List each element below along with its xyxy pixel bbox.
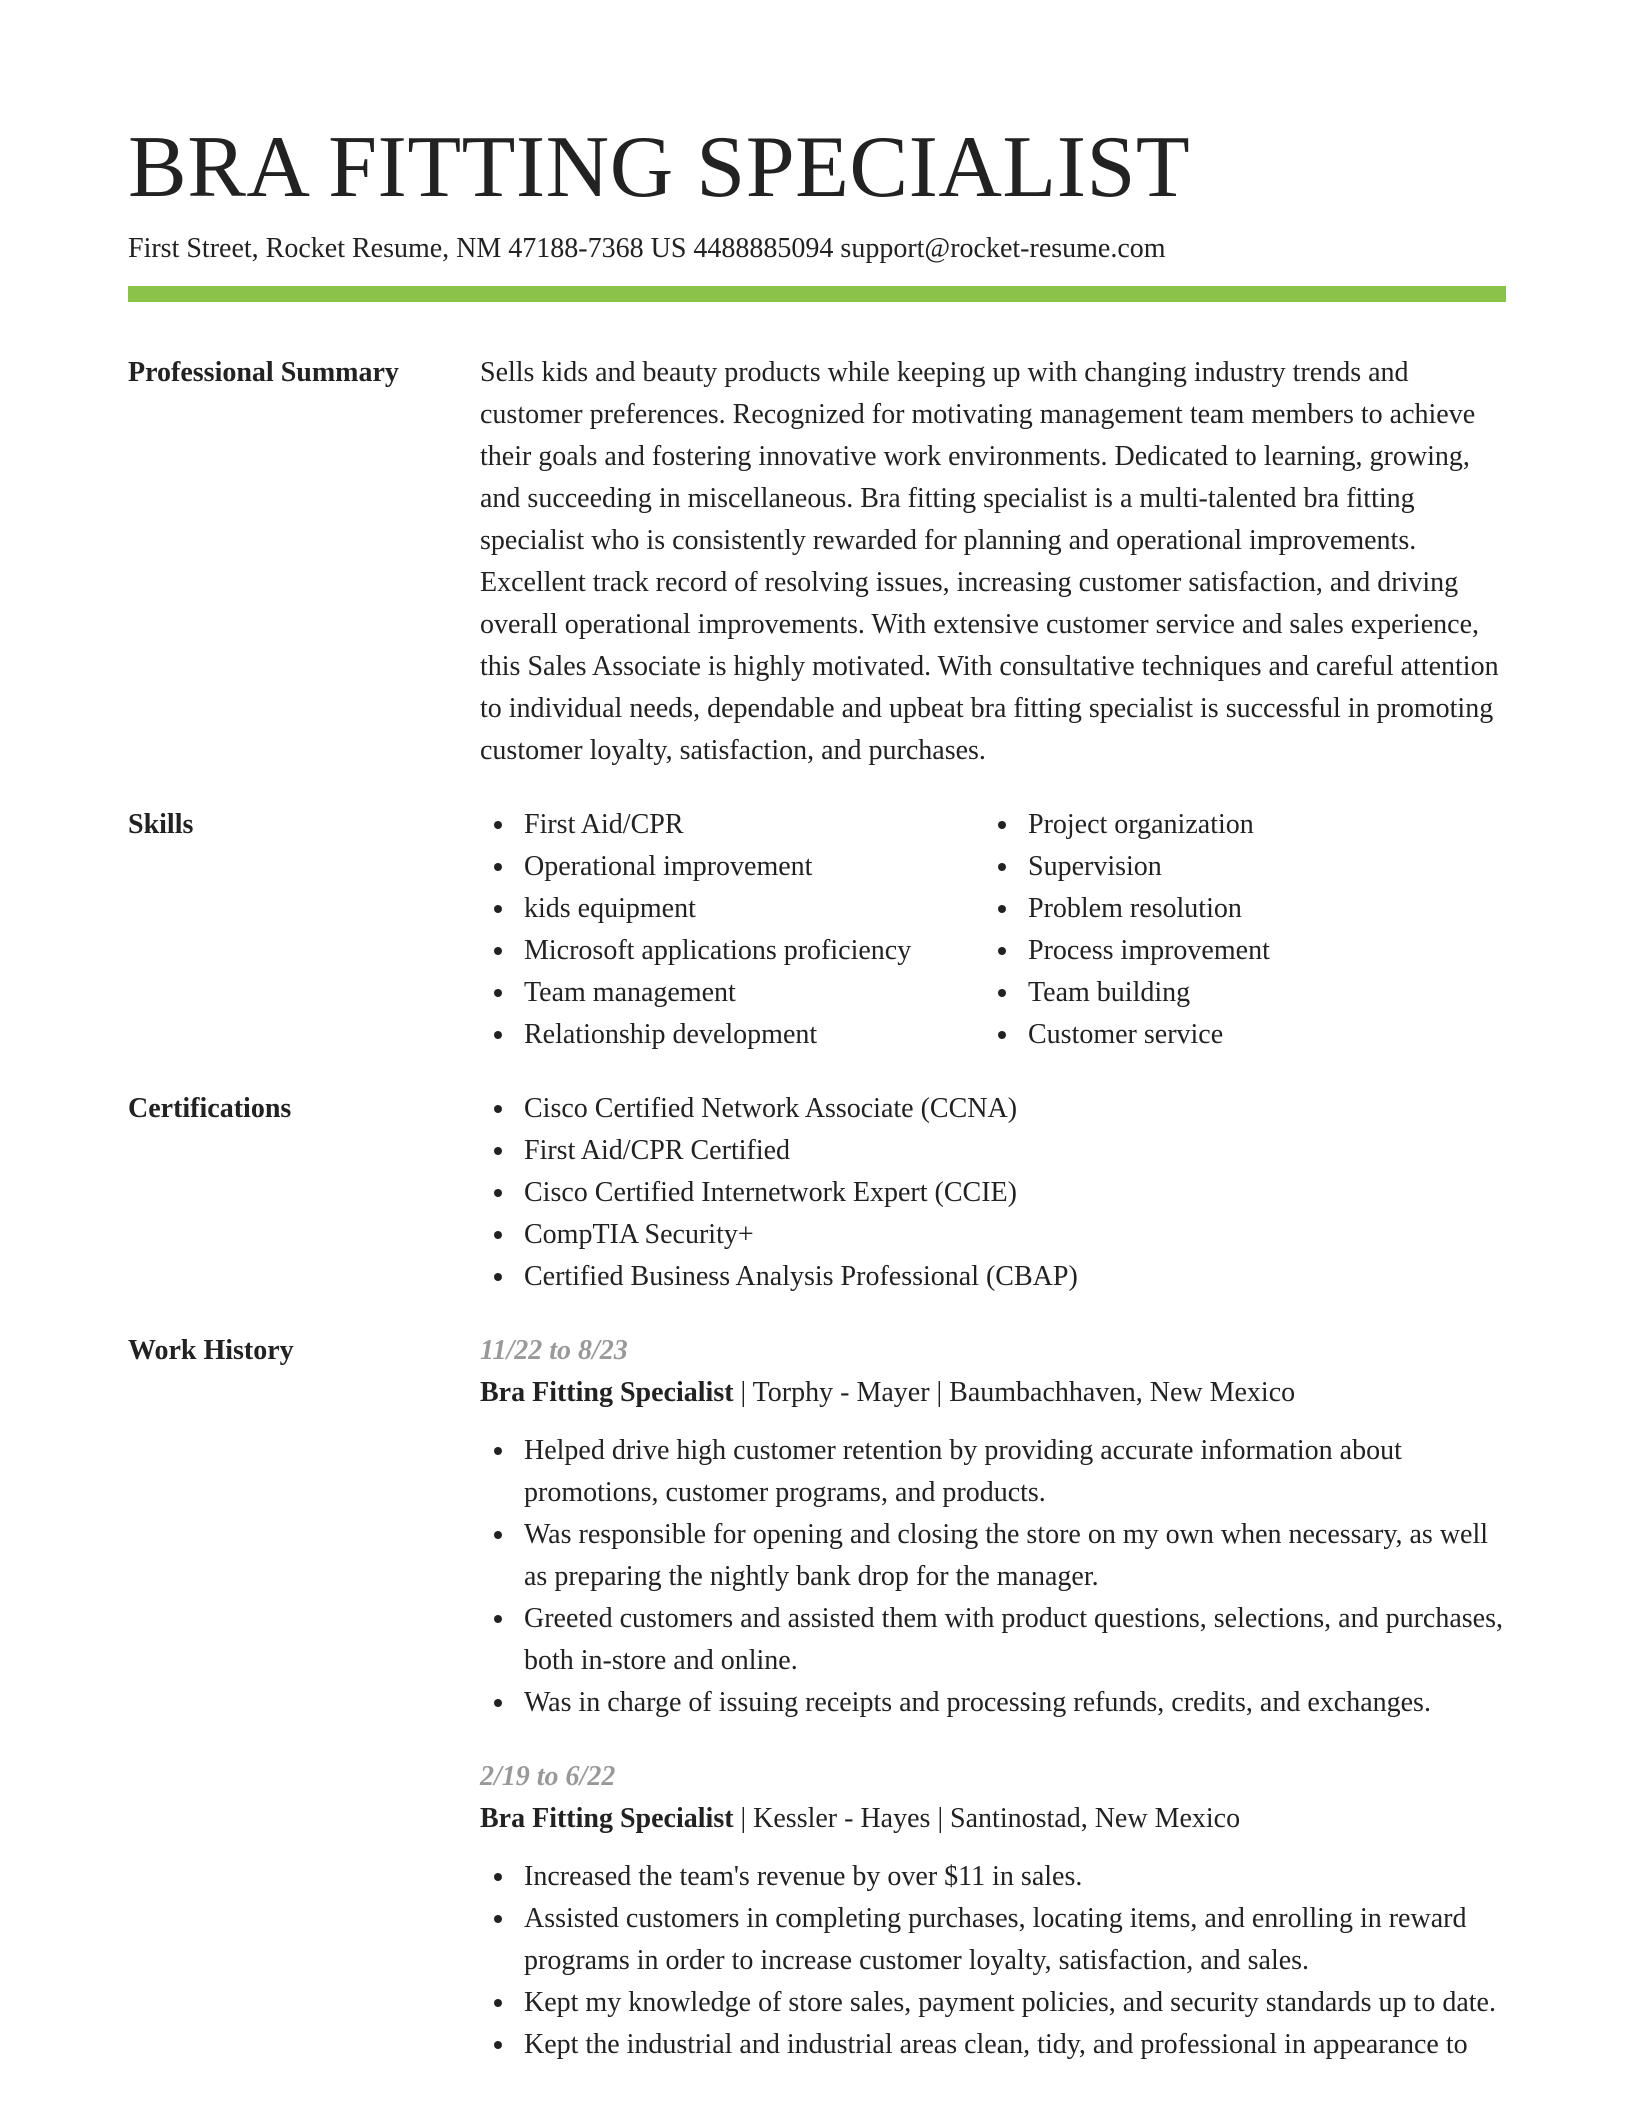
job-duty: Increased the team's revenue by over $11 in sales. (524, 1856, 1506, 1898)
certification-item: First Aid/CPR Certified (524, 1130, 1506, 1172)
certification-item: Cisco Certified Internetwork Expert (CCIE) (524, 1172, 1506, 1214)
skill-item: Project organization (1028, 804, 1270, 846)
job-company: Kessler - Hayes (753, 1803, 931, 1834)
job-duty: Assisted customers in completing purchases, locating items, and enrolling in reward programs in order to increase customer loyalty, satisfaction, and sales. (524, 1898, 1506, 1982)
job-location: Baumbachhaven, New Mexico (949, 1377, 1296, 1408)
job-duty: Was responsible for opening and closing the store on my own when necessary, as well as preparing the nightly bank drop for the manager. (524, 1514, 1506, 1598)
work-history-heading: Work History (128, 1335, 294, 1366)
job-entry (480, 1756, 1506, 2066)
job-dates: 11/22 to 8/23 (480, 1335, 628, 1366)
contact-phone: 4488885094 (693, 233, 834, 264)
skill-item: Process improvement (1028, 930, 1270, 972)
skill-item: Relationship development (524, 1014, 984, 1056)
contact-address: First Street, Rocket Resume, NM 47188-7368 US (128, 233, 687, 264)
certifications-heading: Certifications (128, 1093, 292, 1124)
job-dates: 2/19 to 6/22 (480, 1761, 616, 1792)
job-duties (480, 1856, 1506, 2066)
resume-page (128, 0, 1506, 2098)
header-divider (128, 286, 1506, 302)
skill-item: First Aid/CPR (524, 804, 984, 846)
job-location: Santinostad, New Mexico (950, 1803, 1241, 1834)
work-history-section (128, 1330, 1506, 2098)
skills-list-right (984, 804, 1270, 1056)
job-header: Bra Fitting Specialist | Kessler - Hayes | Santinostad, New Mexico (480, 1803, 1241, 1834)
skills-list-left (480, 804, 984, 1056)
job-entry (480, 1330, 1506, 1724)
job-duties (480, 1430, 1506, 1724)
skills-heading: Skills (128, 809, 194, 840)
job-duty: Greeted customers and assisted them with product questions, selections, and purchases, both in-store and online. (524, 1598, 1506, 1682)
job-duty: Was in charge of issuing receipts and processing refunds, credits, and exchanges. (524, 1682, 1506, 1724)
job-company: Torphy - Mayer (752, 1377, 930, 1408)
skill-item: Operational improvement (524, 846, 984, 888)
contact-email: support@rocket-resume.com (840, 233, 1166, 264)
job-duty: Kept my knowledge of store sales, payment policies, and security standards up to date. (524, 1982, 1506, 2024)
skill-item: Team building (1028, 972, 1270, 1014)
skill-item: Problem resolution (1028, 888, 1270, 930)
skills-section (128, 804, 1506, 1056)
job-duty: Helped drive high customer retention by providing accurate information about promotions, customer programs, and products. (524, 1430, 1506, 1514)
resume-name: BRA FITTING SPECIALIST (128, 119, 1191, 216)
job-title: Bra Fitting Specialist (480, 1803, 734, 1834)
skill-item: Microsoft applications proficiency (524, 930, 984, 972)
certification-item: Cisco Certified Network Associate (CCNA) (524, 1088, 1506, 1130)
certification-item: CompTIA Security+ (524, 1214, 1506, 1256)
job-title: Bra Fitting Specialist (480, 1377, 734, 1408)
job-header: Bra Fitting Specialist | Torphy - Mayer | Baumbachhaven, New Mexico (480, 1377, 1296, 1408)
certifications-section (128, 1088, 1506, 1298)
contact-line (128, 232, 1506, 266)
summary-text: Sells kids and beauty products while keeping up with changing industry trends and customer preferences. Recognized for motivating management team members to achieve their goals and fostering innovative work environments. Dedicated to learning, growing, and succeeding in miscellaneous. Bra fitting specialist is a multi-talented bra fitting specialist who is consistently rewarded for planning and operational improvements. Excellent track record of resolving issues, increasing customer satisfaction, and driving overall operational improvements. With extensive customer service and sales experience, this Sales Associate is highly motivated. With consultative techniques and careful attention to individual needs, dependable and upbeat bra fitting specialist is successful in promoting customer loyalty, satisfaction, and purchases. (480, 357, 1499, 766)
summary-heading: Professional Summary (128, 357, 399, 388)
certifications-list (480, 1088, 1506, 1298)
skill-item: Customer service (1028, 1014, 1270, 1056)
summary-section (128, 352, 1506, 772)
skill-item: Team management (524, 972, 984, 1014)
skill-item: kids equipment (524, 888, 984, 930)
certification-item: Certified Business Analysis Professional (CBAP) (524, 1256, 1506, 1298)
skill-item: Supervision (1028, 846, 1270, 888)
job-duty: Kept the industrial and industrial areas clean, tidy, and professional in appearance to (524, 2024, 1506, 2066)
